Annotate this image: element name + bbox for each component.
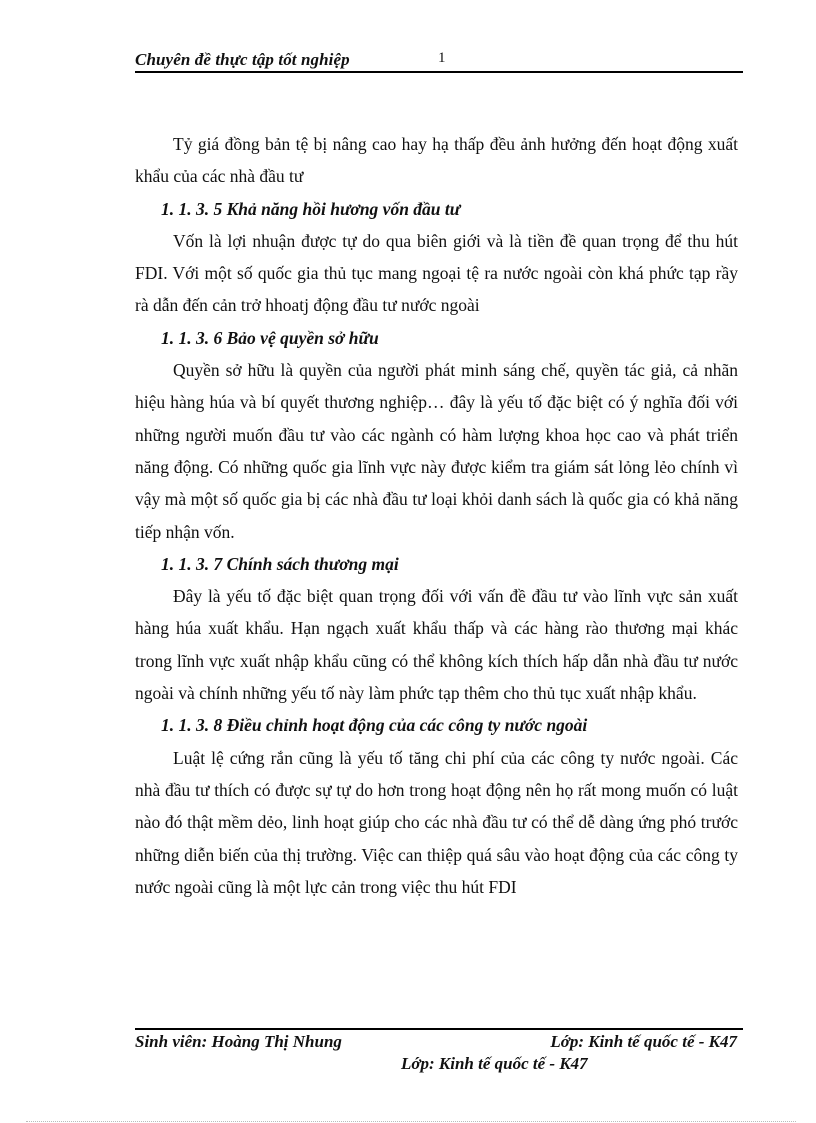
page-edge (26, 1121, 796, 1122)
paragraph: Vốn là lợi nhuận được tự do qua biên giới và là tiền đề quan trọng để thu hút FDI. Với một số quốc gia thủ tục mang ngoại tệ ra nước ngoài còn khá phức tạp rầy rà dẫn đến cản trở hhoatj động đầu tư nước ngoài (135, 230, 738, 316)
class-label: Lớp: Kinh tế quốc tế - K47 (550, 1032, 737, 1051)
section-heading: 1. 1. 3. 7 Chính sách thương mại (161, 553, 399, 574)
header-divider (135, 71, 743, 73)
document-body (135, 128, 738, 903)
paragraph: Quyền sở hữu là quyền của người phát minh sáng chế, quyền tác giả, cả nhãn hiệu hàng húa và bí quyết thương nghiệp… đây là yếu tố đặc biệt có ý nghĩa đối với những người muốn đầu tư vào các ngành có hàm lượng khoa học cao và phát triển năng động. Có những quốc gia lĩnh vực này được kiểm tra giám sát lỏng lẻo chính vì vậy mà một số quốc gia bị các nhà đầu tư loại khỏi danh sách là quốc gia có khả năng tiếp nhận vốn. (135, 360, 738, 542)
page-number: 1 (438, 50, 446, 66)
section-heading: 1. 1. 3. 6 Bảo vệ quyền sở hữu (161, 327, 379, 348)
paragraph: Đây là yếu tố đặc biệt quan trọng đối với vấn đề đầu tư vào lĩnh vực sản xuất hàng húa xuất khẩu. Hạn ngạch xuất khẩu thấp và các hàng rào thương mại khác trong lĩnh vực xuất nhập khẩu cũng có thể không kích thích hấp dẫn nhà đầu tư nước ngoài và chính những yếu tố này làm phức tạp thêm cho thủ tục xuất nhập khẩu. (135, 586, 738, 704)
student-name: Sinh viên: Hoàng Thị Nhung (135, 1032, 342, 1051)
paragraph: Luật lệ cứng rắn cũng là yếu tố tăng chi phí của các công ty nước ngoài. Các nhà đầu tư thích có được sự tự do hơn trong hoạt động nên họ rất mong muốn có luật nào đó thật mềm dẻo, linh hoạt giúp cho các nhà đầu tư có thể dễ dàng ứng phó trước những diễn biến của thị trường. Việc can thiệp quá sâu vào hoạt động của các công ty nước ngoài cũng là một lực cản trong việc thu hút FDI (135, 747, 738, 897)
page-header (135, 50, 743, 72)
page-footer (135, 1032, 743, 1076)
section-heading: 1. 1. 3. 5 Khả năng hồi hương vốn đầu tư (161, 198, 461, 219)
section-heading: 1. 1. 3. 8 Điều chỉnh hoạt động của các công ty nước ngoài (161, 715, 588, 736)
paragraph: Tỷ giá đồng bản tệ bị nâng cao hay hạ thấp đều ảnh hưởng đến hoạt động xuất khẩu của các nhà đầu tư (135, 134, 738, 187)
document-title: Chuyên đề thực tập tốt nghiệp (135, 50, 350, 69)
class-label-repeat: Lớp: Kinh tế quốc tế - K47 (401, 1054, 588, 1073)
footer-divider (135, 1028, 743, 1030)
